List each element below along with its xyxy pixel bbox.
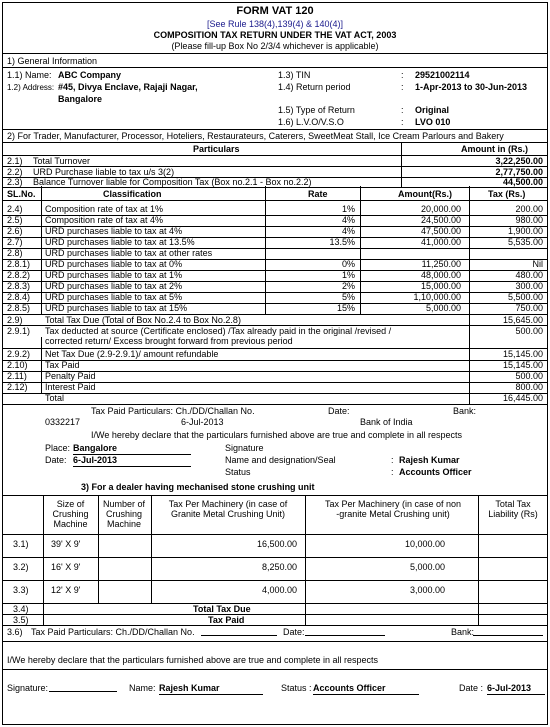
row-number: 2.9.1) [7,326,31,336]
rule-line [3,641,547,642]
row-amount: 2,77,750.00 [495,166,543,177]
row-tax: 980.00 [515,215,543,225]
paid-bank-label: Bank: [451,627,475,637]
status-label: Status [225,467,251,477]
name-label: Name: [129,683,156,693]
paid-label: Tax Paid Particulars: Ch./DD/Challan No. [91,406,255,416]
row-tax: Nil [532,259,543,269]
declaration: I/We hereby declare that the particulars furnished above are true and complete in all respects [7,655,379,665]
type-value: Original [415,105,450,115]
date-value: 6-Jul-2013 [73,455,191,467]
row-label: Tax deducted at source (Certificate enclosed) /Tax already paid in the original /revised / [45,326,392,336]
particulars-header: Particulars [193,144,240,154]
row-tax: 300.00 [515,281,543,291]
row-number: 3.5) [13,615,29,625]
date-label: Date: [45,455,67,465]
row-amount: 15,145.00 [502,360,543,370]
paid-label: Tax Paid Particulars: Ch./DD/Challan No. [31,627,195,637]
rule-line [478,495,479,603]
total-amount: 16,445.00 [502,393,543,403]
form-note: (Please fill-up Box No 2/3/4 whichever is applicable) [171,41,379,51]
address-line1: #45, Divya Enclave, Rajaji Nagar, [58,82,198,92]
row-amount: 24,500.00 [420,215,461,225]
row-amount: 15,645.00 [502,315,543,325]
nongranite-header: -granite Metal Crushing unit) [336,509,450,519]
granite-header: Tax Per Machinery (in case of [168,499,288,509]
total-tax-due-label: Total Tax Due [193,604,251,614]
row-number: 2.8.1) [7,259,31,269]
row-amount: 11,250.00 [421,259,461,269]
row-label: URD purchases liable to tax at 13.5% [45,237,195,247]
vat-form [2,2,548,725]
rule-line [469,186,470,314]
row-number: 2.12) [7,382,28,392]
paid-bank-label: Bank: [453,406,477,416]
row-amount: 41,000.00 [420,237,461,247]
rule-line [3,557,547,558]
date-value: 6-Jul-2013 [487,683,545,695]
row-size: 16' X 9' [51,562,81,572]
row-label: Balance Turnover liable for Composition Tax (Box no.2.1 - Box no.2.2) [33,177,312,188]
row-rate: 4% [341,226,355,236]
row-label: Composition rate of tax at 4% [45,215,164,225]
dealer-name: ABC Company [58,70,122,80]
challan-number: 0332217 [45,417,81,427]
form-title: FORM VAT 120 [236,5,314,17]
row-tax: 1,900.00 [507,226,543,236]
rule-line [305,603,306,625]
row-nongranite: 10,000.00 [404,539,445,549]
row-number: 2.9) [7,315,23,325]
place-value: Bangalore [73,443,191,455]
rule-line [3,669,547,670]
amount-col-header: Amount(Rs.) [398,189,452,199]
rule-line [41,337,42,393]
form-rule: [See Rule 138(4),139(4) & 140(4)] [206,19,344,29]
row-granite: 4,000.00 [261,585,297,595]
period-value: 1-Apr-2013 to 30-Jun-2013 [415,82,528,92]
period-label: 1.4) Return period [278,82,351,92]
tax-col-header: Tax (Rs.) [488,189,526,199]
row-granite: 16,500.00 [256,539,297,549]
row-tax: 480.00 [515,270,543,280]
rule-line [98,495,99,603]
form-subtitle: COMPOSITION TAX RETURN UNDER THE VAT ACT, 2003 [153,30,397,40]
rule-line [43,495,44,603]
row-number: 3.2) [13,562,29,572]
signatory-name: Rajesh Kumar [399,455,460,465]
rule-line [265,186,266,314]
nongranite-header: Tax Per Machinery (in case of non [324,499,462,509]
rule-line [3,495,547,496]
row-label: URD purchases liable to tax at 5% [45,292,183,302]
number-header: Crushing [105,509,143,519]
rate-col-header: Rate [308,189,328,199]
row-number: 2.5) [7,215,23,225]
sl-header: SL.No. [7,189,36,199]
colon: : [401,105,404,115]
row-size: 12' X 9' [51,585,81,595]
row-tax: 200.00 [515,204,543,214]
address-line2: Bangalore [58,94,103,104]
type-label: 1.5) Type of Return [278,105,355,115]
signature-label: Signature [225,443,264,453]
row-number: 3.4) [13,604,29,614]
lvo-value: LVO 010 [415,117,451,127]
rule-line [3,580,547,581]
number-header: Number of [102,499,146,509]
row-number: 2.11) [7,371,27,381]
row-amount: 800.00 [515,382,543,392]
row-number: 3.1) [13,539,29,549]
row-label: Composition rate of tax at 1% [45,204,164,214]
row-label: Net Tax Due (2.9-2.9.1)/ amount refundable [45,349,219,359]
tin-value: 29521002114 [415,70,470,80]
name-designation-label: Name and designation/Seal [225,455,336,465]
address-label: 1.2) Address: [7,83,55,92]
classification-col-header: Classification [103,189,162,199]
rule-line [43,603,44,625]
row-label: URD purchases liable to tax at other rates [45,248,213,258]
row-label: Total Turnover [33,156,91,166]
section2-heading: 2) For Trader, Manufacturer, Processor, Hoteliers, Restaurateurs, Caterers, SweetMeat Stall, Ice Cream Parlours and Bakery [7,131,504,141]
row-number: 2.7) [7,237,23,247]
row-number: 3.3) [13,585,29,595]
row-nongranite: 5,000.00 [409,562,445,572]
row-label: URD purchases liable to tax at 4% [45,226,183,236]
row-label: Total Tax Due (Total of Box No.2.4 to Box No.2.8) [45,315,241,325]
row-number: 2.2) [7,166,23,177]
row-rate: 1% [341,204,355,214]
row-rate: 2% [341,281,355,291]
row-rate: 13.5% [329,237,355,247]
rule-line [3,614,547,615]
status-label: Status : [281,683,312,693]
row-label: Tax Paid [45,360,80,370]
row-size: 39' X 9' [51,539,81,549]
date-blank [305,635,385,636]
row-rate: 15% [336,303,355,313]
row-number: 2.9.2) [7,349,31,359]
row-label: Interest Paid [45,382,96,392]
rule-line [305,495,306,603]
row-label: URD Purchase liable to tax u/s 3(2) [33,166,175,177]
paid-date-label: Date: [328,406,350,416]
name-value: Rajesh Kumar [159,683,263,695]
size-header: Size of [56,499,85,509]
row-amount: 500.00 [515,371,543,381]
rule-line [3,603,547,604]
row-amount: 15,000.00 [420,281,461,291]
rule-line [3,534,547,535]
paid-date: 6-Jul-2013 [181,417,224,427]
lvo-label: 1.6) L.V.O/V.S.O [278,117,344,127]
row-amount: 15,145.00 [502,349,543,359]
place-label: Place: [45,443,71,453]
rule-line [3,187,547,188]
colon: : [401,117,404,127]
row-amount: 20,000.00 [420,204,461,214]
row-label: URD purchases liable to tax at 0% [45,259,183,269]
tax-paid-label: Tax Paid [208,615,245,625]
granite-header: Granite Metal Crushing Unit) [170,509,286,519]
rule-line [3,200,547,201]
row-number: 2.3) [7,177,23,188]
row-amount: 48,000.00 [420,270,461,280]
challan-blank [201,635,277,636]
total-header: Liability (Rs) [488,509,538,519]
number-header: Machine [106,519,142,529]
row-label: URD purchases liable to tax at 1% [45,270,183,280]
row-amount: 3,22,250.00 [495,156,543,166]
rule-line [3,625,547,626]
row-number: 2.8.2) [7,270,31,280]
rule-line [41,186,42,314]
row-tax: 5,535.00 [507,237,543,247]
declaration: I/We hereby declare that the particulars furnished above are true and complete in all respects [91,430,463,440]
row-number: 3.6) [7,627,23,637]
size-header: Crushing [52,509,89,519]
row-rate: 5% [341,292,355,302]
rule-line [469,313,470,404]
colon: : [401,70,404,80]
row-amount: 47,500.00 [420,226,461,236]
amount-header: Amount in (Rs.) [461,144,528,154]
colon: : [391,455,394,465]
row-granite: 8,250.00 [261,562,297,572]
paid-date-label: Date: [283,627,305,637]
tin-label: 1.3) TIN [278,70,311,80]
row-number: 2.8.4) [7,292,31,302]
signatory-status: Accounts Officer [399,467,472,477]
row-tax: 750.00 [515,303,543,313]
row-label: Penalty Paid [45,371,96,381]
rule-line [360,186,361,314]
signature-label: Signature: [7,683,49,693]
row-number: 2.8.5) [7,303,31,313]
row-number: 2.1) [7,156,23,166]
row-amount: 44,500.00 [502,177,543,188]
row-nongranite: 3,000.00 [409,585,445,595]
bank-blank [473,635,543,636]
row-number: 2.8) [7,248,23,258]
row-number: 2.10) [7,360,28,370]
section1-heading: 1) General Information [7,56,98,66]
row-rate: 1% [341,270,355,280]
row-rate: 4% [341,215,355,225]
size-header: Machine [53,519,88,529]
rule-line [151,495,152,603]
rule-line [3,360,547,361]
row-amount: 500.00 [515,326,543,336]
row-label: corrected return/ Excess brought forward from previous period [45,336,293,346]
rule-line [3,404,547,405]
rule-line [401,142,402,187]
row-rate: 0% [341,259,355,269]
total-header: Total Tax [495,499,531,509]
row-tax: 5,500.00 [507,292,543,302]
row-number: 2.6) [7,226,23,236]
paid-bank: Bank of India [360,417,413,427]
row-label: URD purchases liable to tax at 2% [45,281,183,291]
row-amount: 1,10,000.00 [413,292,461,302]
date-label: Date : [459,683,484,693]
row-amount: 5,000.00 [425,303,461,313]
row-label: URD purchases liable to tax at 15% [45,303,188,313]
row-number: 2.8.3) [7,281,31,291]
signature-blank [49,691,117,692]
total-label: Total [45,393,65,403]
rule-line [478,603,479,625]
row-number: 2.4) [7,204,23,214]
colon: : [391,467,394,477]
status-value: Accounts Officer [313,683,419,695]
colon: : [401,82,404,92]
name-label: 1.1) Name: [7,70,52,80]
section3-heading: 3) For a dealer having mechanised stone crushing unit [81,482,315,492]
rule-line [3,393,547,394]
